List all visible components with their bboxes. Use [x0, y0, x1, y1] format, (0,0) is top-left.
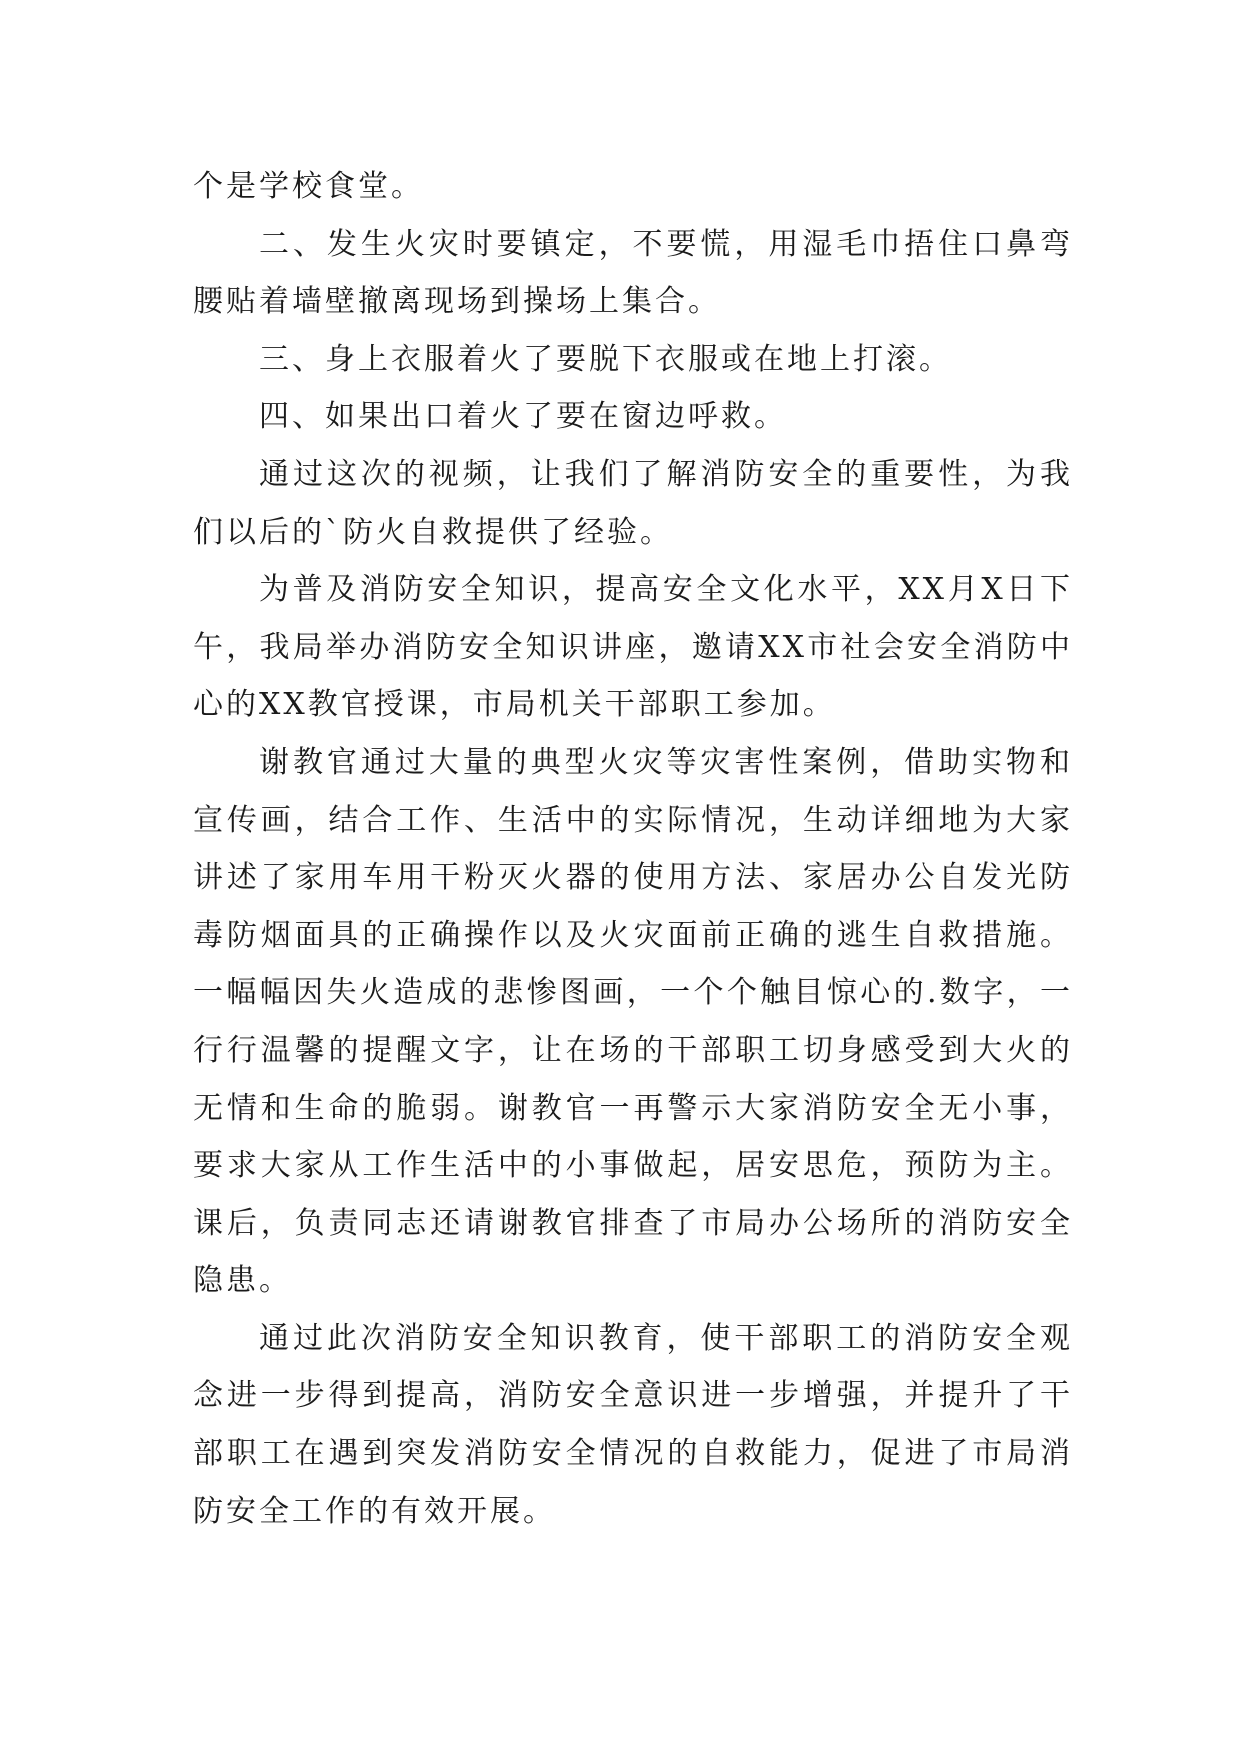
paragraph-lecture-intro: 为普及消防安全知识，提高安全文化水平，XX月X日下午，我局举办消防安全知识讲座，邀请XX市社会安全消防中心的XX教官授课，市局机关干部职工参加。 — [193, 572, 1073, 723]
paragraph-conclusion: 通过此次消防安全知识教育，使干部职工的消防安全观念进一步得到提高，消防安全意识进一步增强，并提升了干部职工在遇到突发消防安全情况的自救能力，促进了市局消防安全工作的有效开展。 — [193, 1320, 1073, 1529]
paragraph-point-three: 三、身上衣服着火了要脱下衣服或在地上打滚。 — [259, 341, 952, 377]
paragraph-point-two: 二、发生火灾时要镇定，不要慌，用湿毛巾捂住口鼻弯腰贴着墙壁撤离现场到操场上集合。 — [193, 226, 1073, 320]
paragraph-video-summary: 通过这次的视频，让我们了解消防安全的重要性，为我们以后的`防火自救提供了经验。 — [193, 456, 1073, 550]
document-body — [193, 158, 1073, 1540]
paragraph-continuation: 个是学校食堂。 — [193, 169, 424, 204]
paragraph-point-four: 四、如果出口着火了要在窗边呼救。 — [259, 399, 787, 435]
paragraph-lecture-content: 谢教官通过大量的典型火灾等灾害性案例，借助实物和宣传画，结合工作、生活中的实际情况，生动详细地为大家讲述了家用车用干粉灭火器的使用方法、家居办公自发光防毒防烟面具的正确操作以及火灾面前正确的逃生自救措施。一幅幅因失火造成的悲惨图画，一个个触目惊心的.数字，一行行温馨的提醒文字，让在场的干部职工切身感受到大火的无情和生命的脆弱。谢教官一再警示大家消防安全无小事，要求大家从工作生活中的小事做起，居安思危，预防为主。课后，负责同志还请谢教官排查了市局办公场所的消防安全隐患。 — [193, 744, 1073, 1299]
